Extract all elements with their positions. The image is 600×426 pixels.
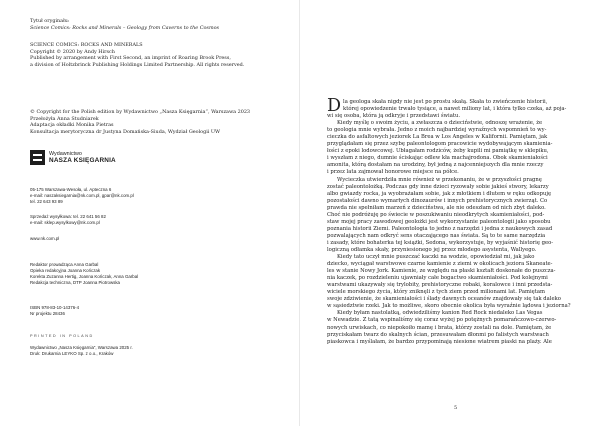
text-line: i przez lata zajmował honorowe miejsce na półce. [327,169,459,176]
original-title-label: Tytuł oryginału: [30,18,70,24]
text-line: Kiedy byłam nastolatką, odwiedziliśmy kanion Red Rock niedaleko Las Vegas [337,310,543,317]
text-line: dziecko, wyciągał warstwowe czarne kamienie z ziemi w okolicach jeziora Skaneate- [327,261,553,268]
polish-credits-block [30,109,285,135]
original-title-block [30,18,285,31]
original-title: Science Comics: Rocks and Minerals – Geology from Caverns to the Cosmos [30,24,220,31]
isbn-block [30,305,285,317]
staff-line: Korekta Zuzanna Hertig, Joanna Kończak, Anna Garbal [30,273,139,279]
paragraphs [327,96,584,346]
address-line: 05-175 Warszawa-Wesoła, ul. Apteczna 6 [30,187,112,192]
text-line: w sąsiedztwie rzeki. Jak to możliwe, skoro obecnie okolica była wyraźnie lądowa i jeziorna? [327,303,571,310]
text-line: i zasady, które bohaterka tej książki, Sedona, wykorzystuje, by wyjaśnić historię geo- [327,239,554,246]
staff-line: Redaktor prowadząca Anna Garbal [30,262,99,267]
text-line: Choć nie podróżuję po świecie w poszukiwaniu nieodkrytych skamieniałości, pod- [327,211,545,218]
text-line: la geologa skała nigdy nie jest po prostu skałą. Skała to zwieńczenie historii, [343,99,548,105]
publisher-logo-icon [30,150,45,165]
text-line: poznania historii Ziemi. Paleontologia to jedno z narzędzi i jedna z naukowych zasad [327,225,553,232]
text-line: łości z epoki lodowcowej. Ubłagałam rodziców, żeby kupili mi pamiątkę w sklepiku, [327,148,549,155]
sales-line: Sprzedaż wysyłkowa: tel. 22 641 56 82 [30,214,106,219]
publisher-logo-text [49,151,116,164]
mail-order-block [30,214,285,226]
text-line: i wyszłam z niego, dumnie ściskając odlew kła machajrodona. Obok skamieniałości [327,155,548,162]
text-line: prawda nie spełniłam marzeń z dzieciństwa, ale nie odeszłam od nich zbyt daleko. [327,204,546,211]
editorial-staff-block [30,262,285,286]
printed-in-label: PRINTED IN POLAND [30,334,94,338]
website: www.nk.com.pl [30,236,60,241]
drop-cap: D [327,96,342,116]
text-line: przyglądałam się przez szybę paleontologom pracowicie wydobywającym skamienia- [327,141,553,148]
text-line: zostać paleontolożką. Podczas gdy inne dzieci ryzowały sobie jakieś stwory, lekarzy [327,183,549,190]
body-text [327,96,584,346]
text-line: nowych urwiskach, co niepokoiło mamę i brata, którzy zostali na dole. Pamiętam, że [327,324,552,331]
isbn: ISBN 978-83-10-14376-4 [30,305,80,310]
text-line: piaskowca i myślałam, że bardzo przypominają niesione wiatrem piaski na plaży. Ale [327,338,552,345]
text-line: warstwami ukazywały się trylobity, prehistoryczne robaki, koralowce i inni przedsta- [327,282,553,289]
text-line: swoje zdziwienie, że skamieniałości i ślady dawnych oceanów znajdowały się tak daleko [327,296,561,303]
logo-line-2: NASZA KSIĘGARNIA [49,156,116,164]
text-line: przyciskałam twarz do skalnych ścian, przesuwałam dłonmi po falistych warstwach [327,331,549,338]
text-line: staw mojej pracy zawodowej geolożki jest wykorzystanie paleontologii jako sposobu [327,218,551,225]
credits-line: Adaptacja okładki Monika Pietras [30,122,114,128]
website-block [30,236,285,242]
text-line: wi się osoba, która ją odkryje i przedstawi światu. [327,113,460,120]
publisher-logo [30,150,116,165]
text-line: pozwalających nam odkryć sens otaczającego nas świata. Są to te same narzędzia [327,232,546,239]
text-line: Kiedy tato uczył mnie puszczać kaczki na wodzie, opowiedział mi, jak jako [337,254,535,261]
copyright-line: Published by arrangement with First Second, an imprint of Roaring Brook Press, [30,55,231,61]
credits-line: Konsultacja merytoryczna dr Justyna Domańska-Siuda, Wydział Geologii UW [30,128,221,135]
staff-line: Opieka redakcyjna Joanna Kończak [30,267,101,273]
publisher-line: Wydawnictwo „Nasza Księgarnia”, Warszawa 2025 r. [30,345,133,350]
project-number: Nr projektu 28436 [30,310,65,316]
text-line: Kiedy myślę o swoim życiu, a zwłaszcza o dzieciństwie, odnoszę wrażenie, że [337,120,543,127]
logo-line-1: Wydawnictwo [49,151,82,157]
text-line: albo gwiazdy rocka, ja wyobrażałam sobie, jak z młotkiem i dłutem w ręku odkopuję [327,190,552,197]
text-line: nia kaczek, po rozdzieleniu ujawniały całe bogactwo skamieniałości. Pod kolejnymi [327,275,548,282]
printer-line: Druk: Drukarnia LEYKO Sp. z o.o., Kraków [30,350,114,356]
address-block [30,187,285,205]
text-line: wiciele morskiego życia, który zniknęli z tych ziem przed milionami lat. Pamiętam [327,289,545,296]
text-line: pozostałości dawno wymarłych dinozaurów i innych prehistorycznych zwierząt. Co [327,197,548,204]
sales-line: e-mail: sklep.wysylkowy@nk.com.pl [30,219,100,225]
copyright-block [30,42,285,68]
right-page [300,0,600,426]
text-line: cieczka do asfaltowych jeziorek La Brea w Los Angeles w Kalifornii. Pamiętam, jak [327,134,548,141]
text-line: której opowiedzenie trwało tysiące, a nawet miliony lat, i która tylko czeka, aż poja- [343,106,567,113]
text-line: w Newadzie. Z tatą wspinaliśmy się coraz wyżej po potężnych pomarańczowo-czerwo- [327,317,557,324]
address-line: tel. 22 643 93 89 [30,198,63,204]
address-line: e-mail: naszaksiegarnia@nk.com.pl, gpar@nk.com.pl [30,192,134,198]
text-line: Wycieczka utwierdziła mnie również w przekonaniu, że w przyszłości pragnę [337,176,542,183]
page-number: 5 [454,405,458,411]
publisher-print-block [30,345,285,357]
staff-line: Redakcja techniczna, DTP Joanna Piotrowska [30,279,120,285]
credits-line: Przełożyła Anna Studniarek [30,115,99,122]
text-line: to geologia mnie wybrała. Jedno z moich najbardziej wyraźnych wspomnień to wy- [327,127,547,134]
copyright-line: SCIENCE COMICS: ROCKS AND MINERALS [30,42,143,48]
text-line: les w stanie Nowy Jork. Kamienie, ze względu na płaski kształt doskonałe do puszcza- [327,268,556,275]
credits-line: © Copyright for the Polish edition by Wydawnictwo „Nasza Księgarnia”, Warszawa 2023 [30,109,251,115]
copyright-line: a division of Holtzbrinck Publishing Holdings Limited Partnership. All rights reserved. [30,61,245,68]
text-line: logiczną odłamka skały, przyniesionego jej przez młodego asystenta, Wallyego. [327,246,537,253]
text-line: amonita, którą dostałam na urodziny, był jedną z najcenniejszych dla mnie rzeczy [327,162,544,169]
copyright-line: Copyright © 2020 by Andy Hirsch [30,48,115,55]
